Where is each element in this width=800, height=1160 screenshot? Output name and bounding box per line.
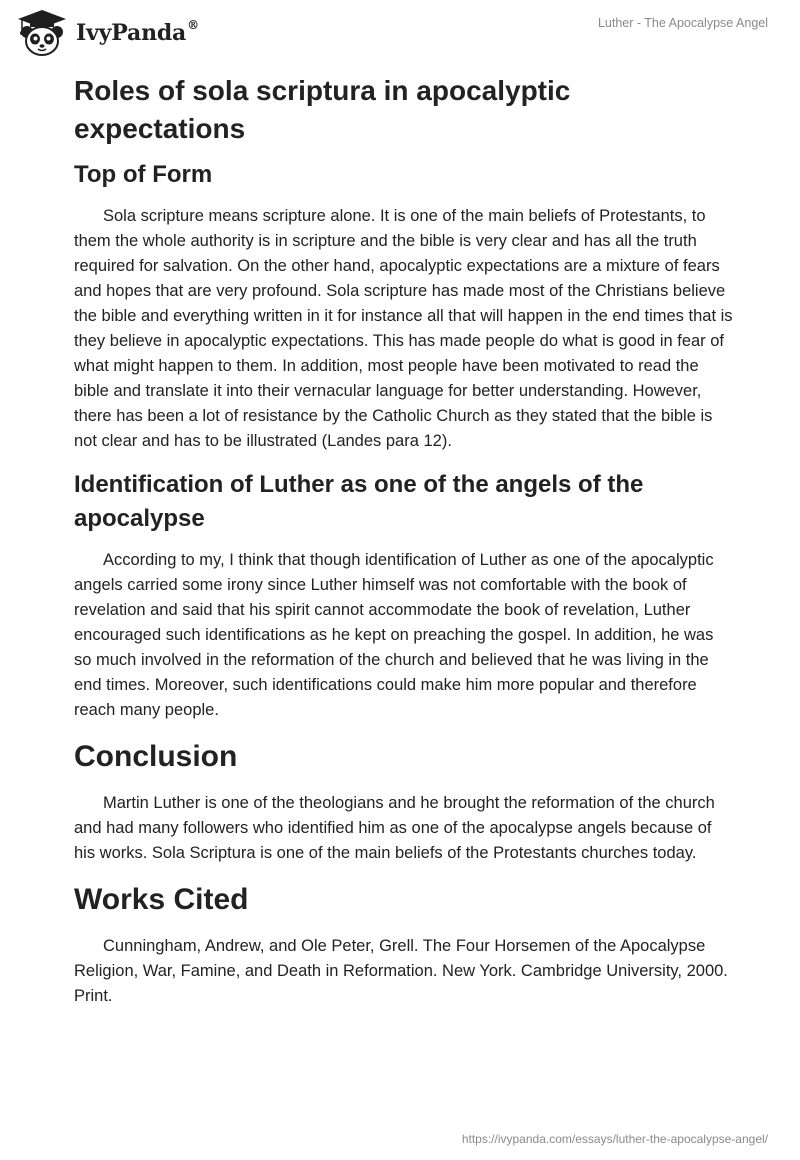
section-heading-works-cited: Works Cited (74, 883, 249, 916)
page-header (0, 0, 800, 70)
footer-url[interactable]: https://ivypanda.com/essays/luther-the-apocalypse-angel/ (461, 1132, 768, 1146)
section-heading-identification: Identification of Luther as one of the angels of the apocalypse (74, 471, 644, 532)
section-heading-sola-scriptura: Roles of sola scriptura in apocalyptic expectations (74, 75, 571, 144)
brand-name: IvyPanda® (76, 18, 199, 46)
essay-body (74, 72, 734, 1023)
section-subheading-top-of-form: Top of Form (74, 161, 213, 188)
paragraph-conclusion: Martin Luther is one of the theologians and he brought the reformation of the church and had many followers who identified him as one of the apocalypse angels because of his works. Sola Scriptura is one of the main beliefs of the Protestants churches today. (74, 794, 715, 862)
document-title: Luther - The Apocalypse Angel (597, 16, 768, 30)
brand-logo[interactable] (16, 8, 199, 58)
citation-entry: Cunningham, Andrew, and Ole Peter, Grell. The Four Horsemen of the Apocalypse Religion, War, Famine, and Death in Reformation. New York. Cambridge University, 2000. Print. (74, 937, 728, 1005)
panda-graduate-icon (16, 8, 68, 58)
registered-mark: ® (187, 18, 199, 32)
paragraph-sola-scriptura: Sola scripture means scripture alone. It is one of the main beliefs of Protestants, to them the whole authority is in scripture and the bible is very clear and has all the truth required for salvation. On the other hand, apocalyptic expectations are a mixture of fears and hopes that are very profound. Sola scripture has made most of the Christians believe the bible and everything written in it for instance all that will happen in the end times that is they believe in apocalyptic expectations. This has made people do what is good in fear of what might happen to them. In addition, most people have been motivated to read the bible and translate it into their vernacular language for better understanding. However, there has been a lot of resistance by the Catholic Church as they stated that the bible is not clear and has to be illustrated (Landes para 12). (74, 207, 733, 450)
paragraph-identification: According to my, I think that though identification of Luther as one of the apocalyptic angels carried some irony since Luther himself was not comfortable with the book of revelation and said that his spirit cannot accommodate the book of revelation, Luther encouraged such identifications as he kept on preaching the gospel. In addition, he was so much involved in the reformation of the church and believed that he was living in the end times. Moreover, such identifications could make him more popular and therefore reach many people. (74, 551, 714, 719)
section-heading-conclusion: Conclusion (74, 740, 238, 773)
